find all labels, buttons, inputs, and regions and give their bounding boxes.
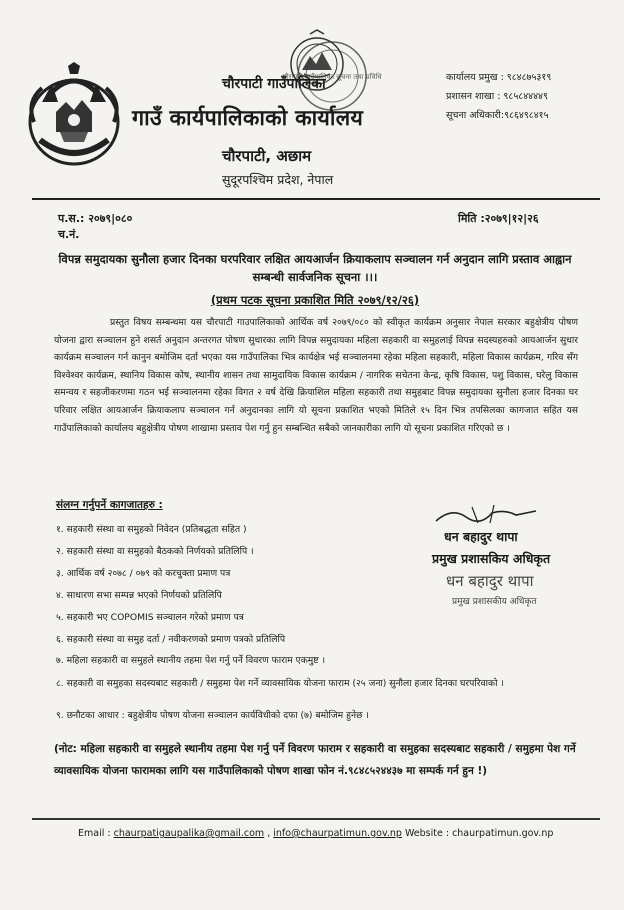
notice-note: (नोट: महिला सहकारी वा समुहले स्थानीय तहमा पेश गर्नु पर्ने विवरण फाराम र सहकारी वा समुहका सदस्यबाट सहकारी / समुहमा पेश गर्ने व्यावसायिक योजना फारामका लागि यस गाउँपालिकाको पोषण शाखा फोन नं.९८४८५२४४३७ मा सम्पर्क गर्न हुन !) bbox=[54, 743, 576, 777]
email-label: Email : bbox=[78, 828, 111, 839]
address-line1: चौरपाटी, अछाम bbox=[222, 147, 312, 165]
signature-stamp-title: प्रमुख प्रशासकीय अधिकृत bbox=[452, 597, 537, 607]
signatory-title: प्रमुख प्रशासकिय अधिकृत bbox=[432, 551, 551, 566]
footer bbox=[78, 828, 553, 839]
list-item: ६. सहकारी संस्था वा समुह दर्ता / नवीकरणको प्रमाण पत्रको प्रतिलिपि bbox=[56, 634, 286, 645]
contact-admin-section: प्रशासन शाखा : ९८५८४४४४९ bbox=[446, 91, 548, 102]
list-item: ७. महिला सहकारी वा समुहले स्थानीय तहमा पेश गर्नु पर्ने विवरण फाराम एकमुष्ट । bbox=[56, 655, 326, 666]
website-label: Website : bbox=[404, 828, 450, 839]
office-name-line1: चौरपाटी गाउँपालिका bbox=[222, 76, 326, 92]
list-item: २. सहकारी संस्था वा समुहको बैठकको निर्णयको प्रतिलिपि । bbox=[56, 546, 254, 557]
list-item: १. सहकारी संस्था वा समुहको निवेदन (प्रतिबद्धता सहित ) bbox=[56, 524, 247, 535]
list-item: ३. आर्थिक वर्ष २०७८ / ०७९ को करचुक्ता प्रमाण पत्र bbox=[56, 568, 231, 579]
email-link-primary[interactable]: chaurpatigaupalika@gmail.com bbox=[113, 828, 265, 839]
reference-block bbox=[58, 211, 132, 243]
list-item: ५. सहकारी भए COPOMIS सञ्चालन गरेको प्रमाण पत्र bbox=[56, 612, 244, 623]
website-text: chaurpatimun.gov.np bbox=[452, 828, 554, 839]
address-line2: सुदूरपश्चिम प्रदेश, नेपाल bbox=[222, 172, 334, 187]
publication-date-text: (प्रथम पटक सूचना प्रकाशित मिति २०७९/१२/२६) bbox=[210, 293, 420, 307]
email-link-info[interactable]: info@chaurpatimun.gov.np bbox=[273, 828, 402, 839]
letter-date: मिति :२०७९|१२|२६ bbox=[458, 212, 539, 225]
stamp-text: चौरपाटी गाउँपालिका सूचना तथा प्रविधि bbox=[282, 73, 382, 81]
email-separator: , bbox=[267, 828, 271, 839]
contact-office-chief: कार्यालय प्रमुख : ९८४८७५३१९ bbox=[446, 72, 552, 83]
header-divider bbox=[32, 198, 600, 200]
contact-info-officer: सूचना अधिकारी:९८६४९८४१५ bbox=[446, 110, 549, 121]
contact-list bbox=[446, 68, 551, 125]
list-item: ९. छनौटका आधार : बहुक्षेत्रीय पोषण योजना सञ्चालन कार्यविधीको दफा (७) बमोजिम हुनेछ । bbox=[56, 710, 369, 721]
footer-divider bbox=[32, 818, 600, 820]
reference-number: प.स.: २०७९|०८० bbox=[58, 212, 133, 225]
signatory-name: धन बहादुर थापा bbox=[444, 529, 518, 544]
publication-date-line bbox=[54, 293, 576, 308]
signature-stamp-name: धन बहादुर थापा bbox=[446, 572, 534, 590]
notice-body: प्रस्तुत विषय सम्बन्धमा यस चौरपाटी गाउपालिकाको आर्थिक वर्ष २०७९/०८० को स्वीकृत कार्यक्रम अनुसार नेपाल सरकार बहुक्षेत्रीय पोषण योजना द्वारा सञ्चालन हुने शसर्त अनुदान अन्तरगत पोषण सुधारका लागि विपन्न समुदायका महिला सहकारी वा समुहलाई विपन्न सदस्यहरुको आयआर्जन सुधार कार्यक्रम सञ्चालन गर्न कानुन बमोजिम दर्ता भएका यस गाउँपालिका भित्र कार्यक्षेत्र भई सञ्चालनमा रहेका महिला सहकारी, महिला विकास कार्यक्रम, गरिव सँग विश्वेश्वर कार्यक्रम, स्थानिय विकास कोष, स्थानीय शासन तथा सामुदायिक विकास कार्यक्रम / नागरिक सचेतना केन्द्र, कृषि विकास, पशु विकास, घरेलु विकास समन्वय र सहजीकरणमा गठन भई सञ्चालनमा रहेका विगत २ वर्ष देखि क्रियाशिल महिला सहकारी तथा समुहबाट विपन्न समुदायका सुनौला हजार दिनका घर परिवार लक्षित आयआर्जन क्रियाकलाप सञ्चालन गर्न अनुदानका लागि यो सूचना प्रकाशित भएको मितिले १५ दिन भित्र तपसिलका कागजात सहित यस गाउँपालिकाको कार्यालय बहुक्षेत्रीय पोषण शाखामा प्रस्ताव पेश गर्नु हुन सम्बन्धित सबैको जानकारीका लागि यो सूचना प्रकाशित गरिएको छ । bbox=[54, 317, 578, 434]
nepal-emblem-logo bbox=[22, 62, 126, 172]
notice-subject: विपन्न समुदायका सुनौला हजार दिनका घरपरिवार लक्षित आयआर्जन क्रियाकलाप सञ्चालन गर्न अनुदान लागि प्रस्ताव आह्वान सम्बन्धी सार्वजनिक सूचना ।।। bbox=[58, 252, 572, 284]
handwritten-signature bbox=[432, 503, 542, 527]
office-title: गाउँ कार्यपालिकाको कार्यालय bbox=[132, 106, 364, 131]
documents-heading: संलग्न गर्नुपर्ने कागजातहरु : bbox=[56, 499, 163, 511]
list-item: ४. साधारण सभा सम्पन्न भएको निर्णयको प्रतिलिपि bbox=[56, 590, 222, 601]
dispatch-number: च.नं. bbox=[58, 228, 80, 241]
list-item: ८. सहकारी वा समुहका सदस्यबाट सहकारी / समुहमा पेश गर्ने व्यावसायिक योजना फाराम (२५ जना) सुनौला हजार दिनका घरपरिवाको । bbox=[56, 678, 504, 689]
